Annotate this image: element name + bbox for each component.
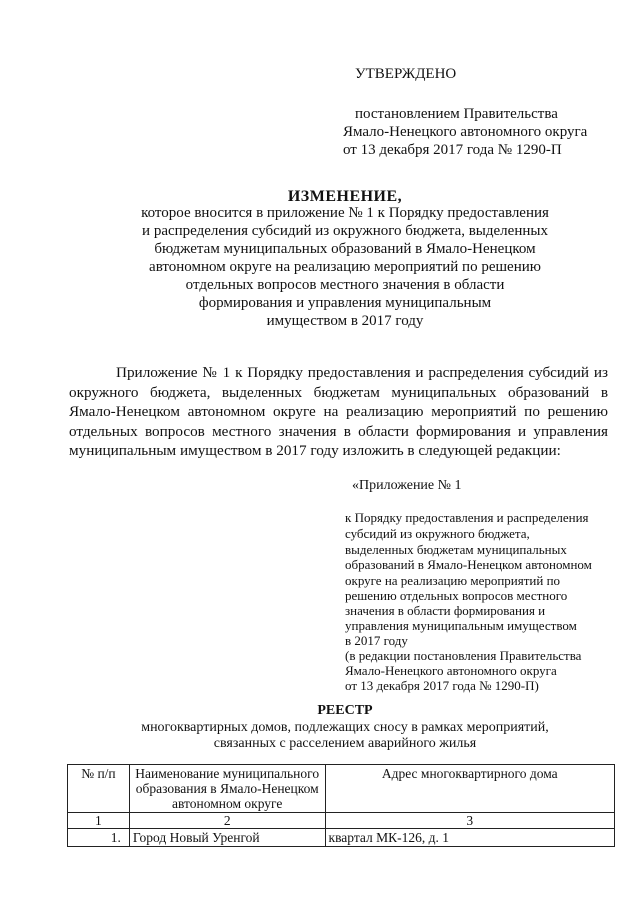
appendix-line-6: решению отдельных вопросов местного: [345, 588, 568, 603]
change-subtitle-line-2: и распределения субсидий из окружного бюджета, выделенных: [142, 223, 548, 239]
appendix-line-3: выделенных бюджетам муниципальных: [345, 542, 567, 557]
change-title: ИЗМЕНЕНИЕ,: [287, 188, 403, 205]
column-number-2: 2: [129, 813, 325, 829]
registry-subtitle-line-1: многоквартирных домов, подлежащих сносу в рамках мероприятий,: [141, 720, 549, 735]
appendix-line-5: округе на реализацию мероприятий по: [345, 573, 561, 588]
registry-title: РЕЕСТР: [317, 703, 373, 718]
appendix-heading: «Приложение № 1: [352, 478, 462, 493]
registry-header-row: [68, 765, 615, 813]
change-subtitle-line-4: автономном округе на реализацию мероприятий по решению: [149, 259, 541, 275]
appendix-line-4: образований в Ямало-Ненецком автономном: [345, 557, 592, 572]
body-line-2: окружного бюджета, выделенных бюджетам муниципальных образований в: [69, 384, 608, 401]
body-line-4: отдельных вопросов местного значения в области формирования и управления: [69, 423, 608, 440]
appendix-line-1: к Порядку предоставления и распределения: [345, 510, 589, 525]
registry-column-numbers-row: [68, 813, 615, 829]
column-number-3: 3: [325, 813, 614, 829]
appendix-line-8: управления муниципальным имуществом: [345, 618, 577, 633]
body-line-3: Ямало-Ненецком автономном округе на реализацию мероприятий по решению: [69, 403, 608, 420]
header-municipality: Наименование муниципального образования в Ямало-Ненецком автономном округе: [129, 765, 325, 813]
row-address: квартал МК-126, д. 1: [325, 829, 614, 847]
appendix-line-12: от 13 декабря 2017 года № 1290-П): [345, 678, 539, 693]
approval-line-2: Ямало-Ненецкого автономного округа: [343, 124, 588, 140]
registry-subtitle-line-2: связанных с расселением аварийного жилья: [213, 736, 477, 751]
row-municipality: Город Новый Уренгой: [129, 829, 325, 847]
column-number-1: 1: [68, 813, 130, 829]
appendix-line-7: значения в области формирования и: [345, 603, 546, 618]
approval-line-3: от 13 декабря 2017 года № 1290-П: [343, 142, 562, 158]
appendix-line-2: субсидий из окружного бюджета,: [345, 526, 530, 541]
change-subtitle-line-7: имуществом в 2017 году: [266, 313, 424, 329]
approval-heading: УТВЕРЖДЕНО: [355, 66, 457, 82]
body-line-5: муниципальным имуществом в 2017 году изложить в следующей редакции:: [69, 442, 561, 459]
body-line-1: Приложение № 1 к Порядку предоставления и распределения субсидий из: [116, 364, 608, 381]
change-subtitle-line-1: которое вносится в приложение № 1 к Порядку предоставления: [141, 205, 549, 221]
change-subtitle-line-6: формирования и управления муниципальным: [198, 295, 492, 311]
table-row: [68, 829, 615, 847]
header-number: № п/п: [68, 765, 130, 813]
header-address: Адрес многоквартирного дома: [325, 765, 614, 813]
change-subtitle-line-3: бюджетам муниципальных образований в Ямало-Ненецком: [154, 241, 536, 257]
approval-line-1: постановлением Правительства: [355, 106, 558, 122]
appendix-line-10: (в редакции постановления Правительства: [345, 648, 582, 663]
row-number: 1.: [68, 829, 130, 847]
change-subtitle-line-5: отдельных вопросов местного значения в области: [185, 277, 505, 293]
appendix-line-11: Ямало-Ненецкого автономного округа: [345, 663, 557, 678]
appendix-line-9: в 2017 году: [345, 633, 408, 648]
registry-table: [67, 764, 615, 847]
